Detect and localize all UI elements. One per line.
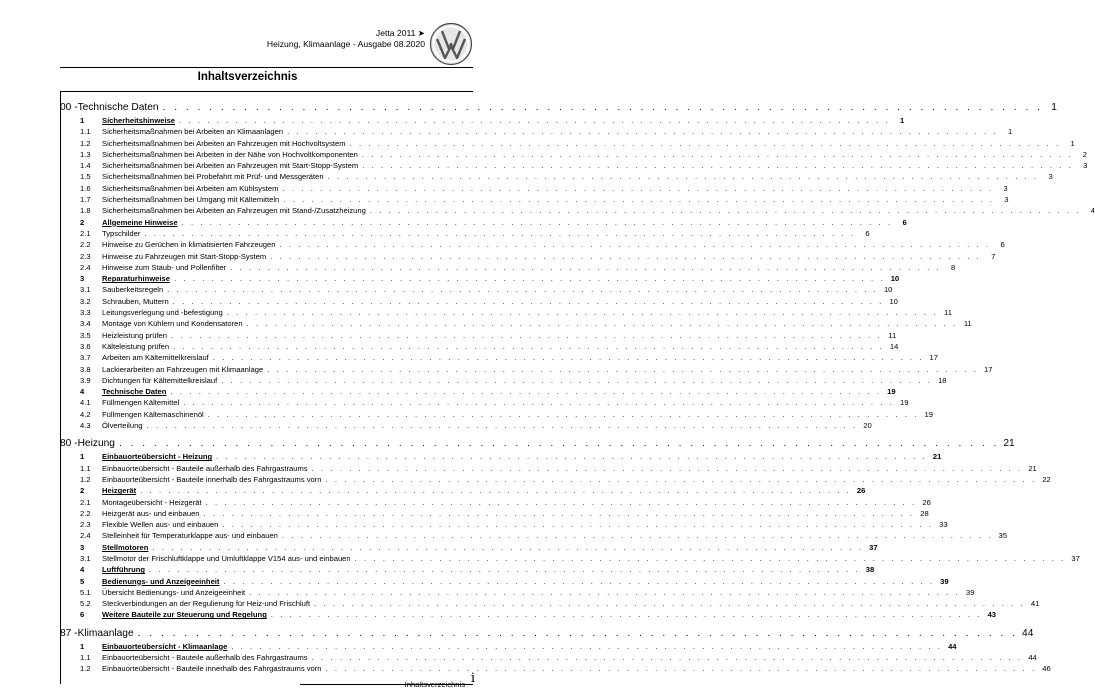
toc-leader: . . . . . . . . . . . . . . . . . . . . . . . . . . . . . . . . . . . . . . . . . . . . . . . . . . . . . . . . . . . . . . . . . . . . . . . . . . . . [222, 520, 934, 530]
toc-page-number: 22 [1042, 474, 1051, 484]
toc-entry[interactable] [60, 307, 952, 318]
toc-leader: . . . . . . . . . . . . . . . . . . . . . . . . . . . . . . . . . . . . . . . . . . . . . . . . . . . . . . . . . . . . . . . . . . . . . . . . . . . . [223, 576, 935, 586]
toc-page-number: 1 [1008, 127, 1013, 137]
toc-page-number: 2 [1082, 149, 1087, 159]
toc-number: 1 [80, 452, 85, 462]
toc-label: Einbauorteübersicht - Klimaanlage [102, 641, 228, 651]
toc-number: 2 [80, 486, 85, 496]
toc-leader: . . . . . . . . . . . . . . . . . . . . . . . . . . . . . . . . . . . . . . . . . . . . . . . . . . . . . . . . . . . . . . . . . . . . . . . . . . . . [270, 251, 982, 261]
toc-label: Sicherheitsmaßnahmen bei Probefahrt mit Prüf- und Messgeräten [102, 172, 324, 182]
toc-page-number: 10 [883, 285, 893, 295]
toc-leader: . . . . . . . . . . . . . . . . . . . . . . . . . . . . . . . . . . . . . . . . . . . . . . . . . . . . . . . . . . . . . . . . . . . . . . . . . . . . [246, 319, 958, 329]
toc-label: Technische Daten [77, 102, 159, 113]
toc-number: 87 - [60, 627, 78, 639]
toc-entry[interactable] [60, 318, 972, 329]
toc-number: 3.9 [80, 375, 91, 385]
toc-entry[interactable] [60, 149, 1087, 160]
toc-entry[interactable] [60, 508, 929, 519]
toc-page-number: 39 [940, 576, 949, 586]
toc-entry[interactable] [60, 420, 872, 431]
toc-label: Reparaturhinweise [102, 274, 170, 284]
toc-entry[interactable] [60, 341, 899, 352]
toc-leader: . . . . . . . . . . . . . . . . . . . . . . . . . . . . . . . . . . . . . . . . . . . . . . . . . . . . . . . . . . . . . . . . . . . . . . . . . . . . [183, 398, 895, 408]
toc-leader: . . . . . . . . . . . . . . . . . . . . . . . . . . . . . . . . . . . . . . . . . . . . . . . . . . . . . . . . . . . . . . . . . . . . . . . . . . . . [216, 452, 928, 462]
toc-leader: . . . . . . . . . . . . . . . . . . . . . . . . . . . . . . . . . . . . . . . . . . . . . . . . . . . . . . . . . . . . . . . . . . . . . . . . . . . . [267, 364, 979, 374]
toc-page-number: 19 [899, 398, 909, 408]
toc-leader: . . . . . . . . . . . . . . . . . . . . . . . . . . . . . . . . . . . . . . . . . . . . . . . . . . . . . . . . . . . . . . . . . . . . . . . . . . . . [349, 138, 1061, 148]
toc-page-number: 43 [987, 610, 997, 620]
toc-page-number: 38 [865, 565, 875, 575]
header-model: Jetta 2011 ➤ [375, 28, 425, 38]
toc-label: Stellmotor der Frischluftklappe und Umluftklappe V154 aus- und einbauen [102, 553, 351, 563]
toc-number: 00 - [60, 102, 78, 113]
toc-label: Füllmengen Kältemaschinenöl [102, 409, 204, 419]
toc-page-number: 17 [929, 353, 938, 363]
toc-leader: . . . . . . . . . . . . . . . . . . . . . . . . . . . . . . . . . . . . . . . . . . . . . . . . . . . . . . . . . . . . . . . . . . . . . . . . . . . . [162, 102, 1043, 113]
toc-page-number: 3 [1004, 195, 1009, 205]
toc-leader: . . . . . . . . . . . . . . . . . . . . . . . . . . . . . . . . . . . . . . . . . . . . . . . . . . . . . . . . . . . . . . . . . . . . . . . . . . . . [137, 627, 1019, 639]
toc-page-number: 11 [888, 330, 897, 340]
toc-entry[interactable] [60, 530, 1008, 541]
toc-number: 1.1 [80, 463, 91, 473]
toc-page-number: 11 [963, 319, 972, 329]
toc-page-number: 46 [1042, 664, 1051, 674]
toc-page-number: 44 [1028, 653, 1037, 663]
toc-leader: . . . . . . . . . . . . . . . . . . . . . . . . . . . . . . . . . . . . . . . . . . . . . . . . . . . . . . . . . . . . . . . . . . . . . . . . . . . . [173, 341, 885, 351]
toc-chapter[interactable] [60, 542, 878, 553]
toc-page-number: 21 [932, 452, 942, 462]
toc-leader: . . . . . . . . . . . . . . . . . . . . . . . . . . . . . . . . . . . . . . . . . . . . . . . . . . . . . . . . . . . . . . . . . . . . . . . . . . . . [152, 542, 864, 552]
toc-label: Einbauorteübersicht - Bauteile außerhalb des Fahrgastraums [102, 463, 308, 473]
toc-chapter[interactable] [60, 564, 875, 575]
toc-entry[interactable] [60, 171, 1053, 182]
toc-leader: . . . . . . . . . . . . . . . . . . . . . . . . . . . . . . . . . . . . . . . . . . . . . . . . . . . . . . . . . . . . . . . . . . . . . . . . . . . . [314, 599, 1026, 609]
toc-section[interactable] [60, 626, 1034, 641]
toc-leader: . . . . . . . . . . . . . . . . . . . . . . . . . . . . . . . . . . . . . . . . . . . . . . . . . . . . . . . . . . . . . . . . . . . . . . . . . . . . [230, 262, 942, 272]
toc-chapter[interactable] [60, 485, 866, 496]
toc-page-number: 17 [983, 364, 993, 374]
toc-number: 6 [80, 610, 85, 620]
toc-page-number: 8 [951, 262, 956, 272]
toc-entry[interactable] [60, 652, 1037, 663]
toc-number: 4.2 [80, 409, 91, 419]
header-rule [60, 67, 473, 68]
toc-entry[interactable] [60, 497, 931, 508]
toc-entry[interactable] [60, 239, 1005, 250]
toc-page-number: 18 [937, 375, 947, 385]
toc-entry[interactable] [60, 138, 1075, 149]
toc-label: Füllmengen Kältemittel [102, 398, 180, 408]
toc-page-number: 20 [863, 421, 872, 431]
toc-page-number: 44 [1022, 627, 1034, 639]
toc-label: Hinweise zu Gerüchen in klimatisierten Fahrzeugen [102, 240, 276, 250]
toc-leader: . . . . . . . . . . . . . . . . . . . . . . . . . . . . . . . . . . . . . . . . . . . . . . . . . . . . . . . . . . . . . . . . . . . . . . . . . . . . [205, 497, 917, 507]
toc-leader: . . . . . . . . . . . . . . . . . . . . . . . . . . . . . . . . . . . . . . . . . . . . . . . . . . . . . . . . . . . . . . . . . . . . . . . . . . . . [287, 127, 999, 137]
toc-entry[interactable] [60, 553, 1080, 564]
toc-number: 3.1 [80, 285, 91, 295]
toc-label: Typschilder [102, 228, 141, 238]
toc-label: Heizleistung prüfen [102, 330, 168, 340]
toc-page-number: 21 [1028, 463, 1037, 473]
toc-label: Einbauorteübersicht - Bauteile innerhalb des Fahrgastraums vorn [102, 474, 322, 484]
toc-leader: . . . . . . . . . . . . . . . . . . . . . . . . . . . . . . . . . . . . . . . . . . . . . . . . . . . . . . . . . . . . . . . . . . . . . . . . . . . . [226, 308, 938, 318]
toc-chapter[interactable] [60, 576, 949, 587]
toc-leader: . . . . . . . . . . . . . . . . . . . . . . . . . . . . . . . . . . . . . . . . . . . . . . . . . . . . . . . . . . . . . . . . . . . . . . . . . . . . [282, 183, 994, 193]
toc-label: Hinweise zum Staub- und Pollenfilter [102, 262, 227, 272]
toc-label: Lackierarbeiten an Fahrzeugen mit Klimaanlage [102, 364, 264, 374]
toc-entry[interactable] [60, 352, 938, 363]
toc-page-number: 33 [939, 520, 948, 530]
toc-leader: . . . . . . . . . . . . . . . . . . . . . . . . . . . . . . . . . . . . . . . . . . . . . . . . . . . . . . . . . . . . . . . . . . . . . . . . . . . . [167, 285, 879, 295]
toc-leader: . . . . . . . . . . . . . . . . . . . . . . . . . . . . . . . . . . . . . . . . . . . . . . . . . . . . . . . . . . . . . . . . . . . . . . . . . . . . [361, 149, 1073, 159]
toc-leader: . . . . . . . . . . . . . . . . . . . . . . . . . . . . . . . . . . . . . . . . . . . . . . . . . . . . . . . . . . . . . . . . . . . . . . . . . . . . [118, 438, 1000, 450]
toc-number: 4 [80, 565, 85, 575]
toc-page-number: 1 [899, 116, 905, 125]
toc-entry[interactable] [60, 375, 947, 386]
toc-number: 3.1 [80, 553, 91, 563]
toc-number: 1.6 [80, 183, 91, 193]
toc-page-number: 3 [1048, 172, 1053, 182]
toc-entry[interactable] [60, 409, 933, 420]
toc-label: Kälteleistung prüfen [102, 341, 170, 351]
toc-label: Schrauben, Muttern [102, 296, 169, 306]
toc-number: 1.2 [80, 474, 91, 484]
toc-page-number: 19 [924, 409, 933, 419]
toc-leader: . . . . . . . . . . . . . . . . . . . . . . . . . . . . . . . . . . . . . . . . . . . . . . . . . . . . . . . . . . . . . . . . . . . . . . . . . . . . [327, 172, 1039, 182]
toc-leader: . . . . . . . . . . . . . . . . . . . . . . . . . . . . . . . . . . . . . . . . . . . . . . . . . . . . . . . . . . . . . . . . . . . . . . . . . . . . [212, 353, 924, 363]
toc-label: Sauberkeitsregeln [102, 285, 164, 295]
toc-leader: . . . . . . . . . . . . . . . . . . . . . . . . . . . . . . . . . . . . . . . . . . . . . . . . . . . . . . . . . . . . . . . . . . . . . . . . . . . . [173, 274, 886, 284]
toc-label: Weitere Bauteile zur Steuerung und Regelung [102, 610, 267, 620]
toc-number: 1 [80, 116, 85, 125]
vw-logo-icon [429, 22, 473, 66]
toc-number: 3.7 [80, 353, 91, 363]
toc-leader: . . . . . . . . . . . . . . . . . . . . . . . . . . . . . . . . . . . . . . . . . . . . . . . . . . . . . . . . . . . . . . . . . . . . . . . . . . . . [207, 409, 919, 419]
toc-page-number: 37 [869, 542, 878, 552]
toc-entry[interactable] [60, 262, 956, 273]
toc-number: 2 [80, 217, 85, 227]
toc-label: Stelleinheit für Temperaturklappe aus- und einbauen [102, 531, 278, 541]
toc-label: Luftführung [102, 565, 146, 575]
toc-leader: . . . . . . . . . . . . . . . . . . . . . . . . . . . . . . . . . . . . . . . . . . . . . . . . . . . . . . . . . . . . . . . . . . . . . . . . . . . . [172, 296, 884, 306]
toc-label: Sicherheitsmaßnahmen bei Arbeiten an Fahrzeugen mit Start-Stopp-System [102, 161, 359, 171]
toc-leader: . . . . . . . . . . . . . . . . . . . . . . . . . . . . . . . . . . . . . . . . . . . . . . . . . . . . . . . . . . . . . . . . . . . . . . . . . . . . [249, 587, 961, 597]
toc-number: 80 - [60, 438, 78, 450]
toc-entry[interactable] [60, 284, 893, 295]
toc-number: 2.1 [80, 228, 91, 238]
toc-entry[interactable] [60, 474, 1051, 485]
toc-chapter[interactable] [60, 641, 957, 652]
toc-leader: . . . . . . . . . . . . . . . . . . . . . . . . . . . . . . . . . . . . . . . . . . . . . . . . . . . . . . . . . . . . . . . . . . . . . . . . . . . . [221, 375, 933, 385]
footer-page-number: i [470, 671, 475, 686]
toc-number: 3 [80, 274, 85, 284]
toc-label: Dichtungen für Kältemittelkreislauf [102, 375, 218, 385]
toc-number: 2.2 [80, 240, 91, 250]
toc-page-number: 19 [887, 387, 896, 397]
toc-number: 2.2 [80, 508, 91, 518]
toc-page-number: 11 [944, 308, 952, 318]
toc-number: 1.8 [80, 206, 91, 216]
toc-label: Heizung [77, 438, 115, 450]
toc-number: 1.7 [80, 195, 91, 205]
toc-entry[interactable] [60, 160, 1088, 171]
toc-entry[interactable] [60, 251, 996, 262]
toc-page-number: 14 [889, 341, 899, 351]
toc-entry[interactable] [60, 463, 1037, 474]
toc-label: Montageübersicht - Heizgerät [102, 497, 202, 507]
toc-label: Flexible Wellen aus- und einbauen [102, 520, 219, 530]
toc-page-number: 28 [920, 508, 929, 518]
toc-leader: . . . . . . . . . . . . . . . . . . . . . . . . . . . . . . . . . . . . . . . . . . . . . . . . . . . . . . . . . . . . . . . . . . . . . . . . . . . . [354, 553, 1066, 563]
toc-page-number: 44 [948, 641, 957, 651]
toc-leader: . . . . . . . . . . . . . . . . . . . . . . . . . . . . . . . . . . . . . . . . . . . . . . . . . . . . . . . . . . . . . . . . . . . . . . . . . . . . [203, 508, 915, 518]
toc-label: Einbauorteübersicht - Bauteile außerhalb des Fahrgastraums [102, 653, 308, 663]
toc-page-number: 35 [998, 531, 1008, 541]
toc-page-number: 3 [1003, 183, 1008, 193]
toc-page-number: 6 [1000, 240, 1005, 250]
toc-entry[interactable] [60, 397, 909, 408]
toc-label: Hinweise zu Fahrzeugen mit Start-Stopp-System [102, 251, 267, 261]
toc-number: 1.1 [80, 653, 91, 663]
toc-label: Sicherheitsmaßnahmen bei Arbeiten am Kühlsystem [102, 183, 279, 193]
toc-leader: . . . . . . . . . . . . . . . . . . . . . . . . . . . . . . . . . . . . . . . . . . . . . . . . . . . . . . . . . . . . . . . . . . . . . . . . . . . . [140, 486, 852, 496]
toc-section[interactable] [60, 436, 1015, 451]
toc-leader: . . . . . . . . . . . . . . . . . . . . . . . . . . . . . . . . . . . . . . . . . . . . . . . . . . . . . . . . . . . . . . . . . . . . . . . . . . . . [144, 228, 856, 238]
toc-page-number: 6 [902, 217, 907, 227]
toc-page-number: 21 [1003, 438, 1015, 450]
toc-label: Arbeiten am Kältemittelkreislauf [102, 353, 209, 363]
toc-label: Bedienungs- und Anzeigeeinheit [102, 576, 220, 586]
footer-label: Inhaltsverzeichnis [404, 680, 465, 689]
toc-number: 2.3 [80, 251, 91, 261]
toc-leader: . . . . . . . . . . . . . . . . . . . . . . . . . . . . . . . . . . . . . . . . . . . . . . . . . . . . . . . . . . . . . . . . . . . . . . . . . . . . [281, 531, 994, 541]
toc-leader: . . . . . . . . . . . . . . . . . . . . . . . . . . . . . . . . . . . . . . . . . . . . . . . . . . . . . . . . . . . . . . . . . . . . . . . . . . . . [231, 641, 943, 651]
toc-leader: . . . . . . . . . . . . . . . . . . . . . . . . . . . . . . . . . . . . . . . . . . . . . . . . . . . . . . . . . . . . . . . . . . . . . . . . . . . . [311, 653, 1023, 663]
toc-chapter[interactable] [60, 386, 896, 397]
toc-label: Übersicht Bedienungs- und Anzeigeeinheit [102, 587, 246, 597]
toc-number: 2.3 [80, 520, 91, 530]
toc-label: Technische Daten [102, 387, 167, 397]
toc-leader: . . . . . . . . . . . . . . . . . . . . . . . . . . . . . . . . . . . . . . . . . . . . . . . . . . . . . . . . . . . . . . . . . . . . . . . . . . . . [362, 161, 1074, 171]
toc-number: 2.4 [80, 262, 91, 272]
toc-leader: . . . . . . . . . . . . . . . . . . . . . . . . . . . . . . . . . . . . . . . . . . . . . . . . . . . . . . . . . . . . . . . . . . . . . . . . . . . . [170, 387, 882, 397]
toc-leader: . . . . . . . . . . . . . . . . . . . . . . . . . . . . . . . . . . . . . . . . . . . . . . . . . . . . . . . . . . . . . . . . . . . . . . . . . . . . [270, 610, 983, 620]
toc-leader: . . . . . . . . . . . . . . . . . . . . . . . . . . . . . . . . . . . . . . . . . . . . . . . . . . . . . . . . . . . . . . . . . . . . . . . . . . . . [179, 116, 891, 125]
toc-entry[interactable] [60, 364, 993, 375]
toc-page-number: 1 [1070, 138, 1075, 148]
toc-number: 3.6 [80, 341, 91, 351]
toc-label: Sicherheitshinweise [102, 116, 176, 125]
toc-number: 4 [80, 387, 85, 397]
toc-number: 3 [80, 542, 85, 552]
toc-number: 1.5 [80, 172, 91, 182]
header-manual-title: Heizung, Klimaanlage - Ausgabe 08.2020 [266, 39, 425, 49]
toc-page-number: 7 [991, 251, 996, 261]
toc-label: Sicherheitsmaßnahmen bei Arbeiten an Fahrzeugen mit Stand-/Zusatzheizung [102, 206, 366, 216]
toc-number: 3.4 [80, 319, 91, 329]
toc-chapter[interactable] [60, 115, 905, 126]
toc-number: 1.4 [80, 161, 91, 171]
toc-label: Allgemeine Hinweise [102, 217, 178, 227]
toc-number: 2.4 [80, 531, 91, 541]
toc-entry[interactable] [60, 663, 1051, 674]
title-rule [60, 91, 473, 92]
toc-number: 2.1 [80, 497, 91, 507]
toc-number: 3.2 [80, 296, 91, 306]
toc-section[interactable] [60, 100, 1057, 115]
toc-page-number: 26 [856, 486, 866, 496]
toc-leader: . . . . . . . . . . . . . . . . . . . . . . . . . . . . . . . . . . . . . . . . . . . . . . . . . . . . . . . . . . . . . . . . . . . . . . . . . . . . [171, 330, 883, 340]
toc-label: Heizgerät aus- und einbauen [102, 508, 200, 518]
toc-page-number: 4 [1090, 206, 1095, 216]
toc-leader: . . . . . . . . . . . . . . . . . . . . . . . . . . . . . . . . . . . . . . . . . . . . . . . . . . . . . . . . . . . . . . . . . . . . . . . . . . . . [311, 463, 1023, 473]
toc-entry[interactable] [60, 194, 1009, 205]
toc-leader: . . . . . . . . . . . . . . . . . . . . . . . . . . . . . . . . . . . . . . . . . . . . . . . . . . . . . . . . . . . . . . . . . . . . . . . . . . . . [149, 565, 861, 575]
toc-label: Einbauorteübersicht - Heizung [102, 452, 213, 462]
toc-label: Steckverbindungen an der Regulierung für Heiz-und Frischluft [102, 599, 311, 609]
toc-chapter[interactable] [60, 273, 900, 284]
toc-label: Ölverteilung [102, 421, 143, 431]
toc-entry[interactable] [60, 228, 870, 239]
toc-entry[interactable] [60, 126, 1013, 137]
toc-chapter[interactable] [60, 217, 907, 228]
toc-page-number: 10 [890, 274, 900, 284]
toc-entry[interactable] [60, 330, 897, 341]
toc-page-number: 10 [889, 296, 898, 306]
toc-page-number: 3 [1083, 161, 1088, 171]
toc-number: 1.3 [80, 149, 91, 159]
toc-label: Klimaanlage [77, 627, 134, 639]
toc-entry[interactable] [60, 183, 1008, 194]
toc-number: 1.2 [80, 664, 91, 674]
toc-number: 1.1 [80, 127, 91, 137]
toc-number: 4.3 [80, 421, 91, 431]
toc-entry[interactable] [60, 296, 898, 307]
toc-label: Einbauorteübersicht - Bauteile innerhalb des Fahrgastraums vorn [102, 664, 322, 674]
toc-entry[interactable] [60, 205, 1095, 216]
toc-number: 1.2 [80, 138, 91, 148]
toc-number: 5 [80, 576, 85, 586]
toc-leader: . . . . . . . . . . . . . . . . . . . . . . . . . . . . . . . . . . . . . . . . . . . . . . . . . . . . . . . . . . . . . . . . . . . . . . . . . . . . [283, 195, 995, 205]
table-of-contents [60, 95, 1095, 675]
toc-page-number: 41 [1030, 599, 1040, 609]
page-title: Inhaltsverzeichnis [197, 71, 298, 83]
toc-leader: . . . . . . . . . . . . . . . . . . . . . . . . . . . . . . . . . . . . . . . . . . . . . . . . . . . . . . . . . . . . . . . . . . . . . . . . . . . . [369, 206, 1082, 216]
toc-label: Sicherheitsmaßnahmen bei Arbeiten an Klimaanlagen [102, 127, 284, 137]
toc-chapter[interactable] [60, 609, 997, 620]
toc-leader: . . . . . . . . . . . . . . . . . . . . . . . . . . . . . . . . . . . . . . . . . . . . . . . . . . . . . . . . . . . . . . . . . . . . . . . . . . . . [279, 240, 991, 250]
toc-leader: . . . . . . . . . . . . . . . . . . . . . . . . . . . . . . . . . . . . . . . . . . . . . . . . . . . . . . . . . . . . . . . . . . . . . . . . . . . . [325, 474, 1037, 484]
toc-leader: . . . . . . . . . . . . . . . . . . . . . . . . . . . . . . . . . . . . . . . . . . . . . . . . . . . . . . . . . . . . . . . . . . . . . . . . . . . . [325, 664, 1037, 674]
toc-label: Montage von Kühlern und Kondensatoren [102, 319, 243, 329]
toc-page-number: 37 [1071, 553, 1080, 563]
toc-entry[interactable] [60, 587, 975, 598]
toc-label: Sicherheitsmaßnahmen bei Umgang mit Kältemitteln [102, 195, 280, 205]
toc-number: 3.3 [80, 308, 91, 318]
toc-label: Sicherheitsmaßnahmen bei Arbeiten in der Nähe von Hochvoltkomponenten [102, 149, 358, 159]
document-header [267, 28, 425, 50]
toc-leader: . . . . . . . . . . . . . . . . . . . . . . . . . . . . . . . . . . . . . . . . . . . . . . . . . . . . . . . . . . . . . . . . . . . . . . . . . . . . [146, 421, 858, 431]
toc-number: 5.1 [80, 587, 91, 597]
toc-label: Heizgerät [102, 486, 137, 496]
toc-page-number: 1 [1051, 102, 1057, 113]
toc-page-number: 6 [865, 228, 870, 238]
toc-chapter[interactable] [60, 451, 942, 462]
toc-entry[interactable] [60, 598, 1040, 609]
toc-page-number: 26 [922, 497, 931, 507]
toc-number: 3.8 [80, 364, 91, 374]
toc-label: Sicherheitsmaßnahmen bei Arbeiten an Fahrzeugen mit Hochvoltsystem [102, 138, 346, 148]
toc-label: Stellmotoren [102, 542, 149, 552]
toc-number: 3.5 [80, 330, 91, 340]
toc-number: 1 [80, 641, 85, 651]
toc-page-number: 39 [965, 587, 975, 597]
toc-entry[interactable] [60, 519, 948, 530]
toc-leader: . . . . . . . . . . . . . . . . . . . . . . . . . . . . . . . . . . . . . . . . . . . . . . . . . . . . . . . . . . . . . . . . . . . . . . . . . . . . [181, 217, 893, 227]
toc-number: 4.1 [80, 398, 91, 408]
toc-label: Leitungsverlegung und -befestigung [102, 308, 223, 318]
toc-number: 5.2 [80, 599, 91, 609]
